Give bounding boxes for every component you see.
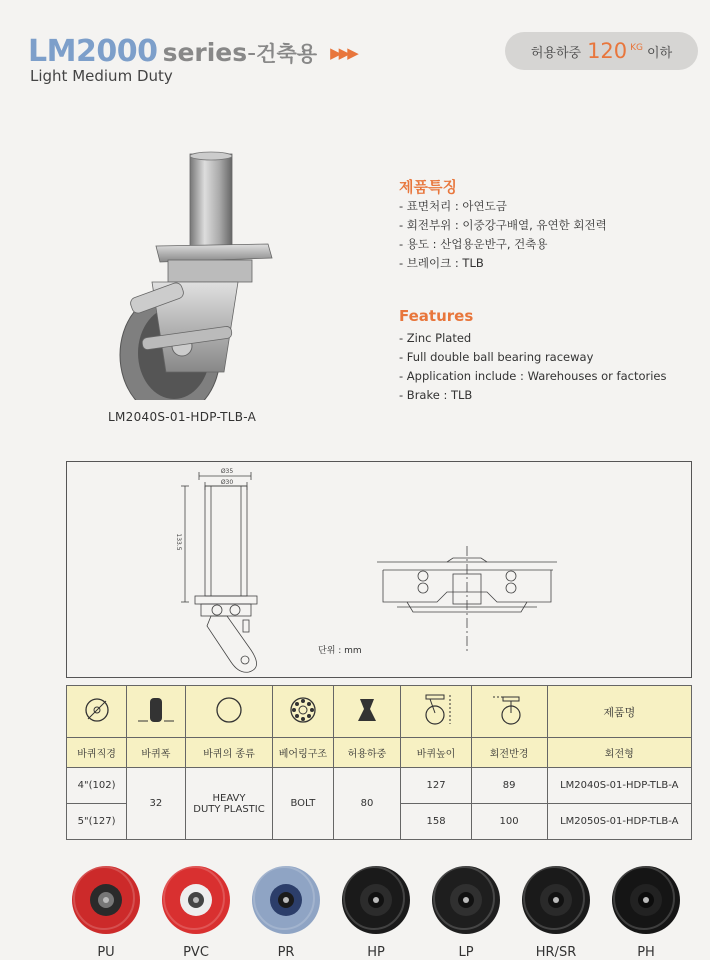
header-bearing: 베어링구조 <box>273 738 333 768</box>
unit-label: 단위 : mm <box>318 646 362 656</box>
wheel-type-item <box>518 860 598 960</box>
header-diameter: 바퀴직경 <box>67 738 127 768</box>
diameter-cell: 4"(102) <box>67 768 127 804</box>
header-width: 바퀴폭 <box>127 738 186 768</box>
wheel-type-label: PR <box>277 945 295 960</box>
rotation-type-header: 회전형 <box>547 738 691 768</box>
list-item: - Zinc Plated <box>399 331 472 345</box>
radius-cell: 100 <box>471 804 547 840</box>
height-cell: 158 <box>401 804 471 840</box>
icon-cell <box>127 686 186 738</box>
wheel-type-cell <box>185 768 273 840</box>
bearing-cell: BOLT <box>273 768 333 840</box>
load-badge <box>505 32 698 70</box>
list-item: - 회전부위 : 이중강구배열, 유연한 회전력 <box>399 218 607 232</box>
load-prefix: 허용하중 <box>530 45 582 61</box>
page-title <box>28 34 356 69</box>
wheel-type-label: HR/SR <box>535 945 577 960</box>
caster-photo <box>112 150 292 400</box>
list-item: - 브레이크 : TLB <box>399 256 484 270</box>
load-suffix: 이하 <box>647 45 673 61</box>
wheel-type-icon <box>214 695 244 725</box>
list-item: - 용도 : 산업용운반구, 건축용 <box>399 237 548 251</box>
wheel-types <box>68 860 698 960</box>
wheel-icon <box>248 860 328 938</box>
features-kr-list <box>399 197 607 273</box>
list-item: - 표면처리 : 아연도금 <box>399 199 507 213</box>
wheel-type-label: PVC <box>183 945 209 960</box>
technical-drawing <box>67 462 691 677</box>
wheel-icon <box>338 860 418 938</box>
list-item: - Full double ball bearing raceway <box>399 350 594 364</box>
spec-table <box>66 685 692 840</box>
radius-cell: 89 <box>471 768 547 804</box>
wheel-type-item <box>428 860 508 960</box>
technical-drawing-box <box>66 461 692 678</box>
title-separator: - <box>247 38 257 67</box>
dim-outer: Ø35 <box>220 468 234 475</box>
model-name: LM2000 <box>28 34 158 69</box>
header-radius: 회전반경 <box>471 738 547 768</box>
features-en-list <box>399 329 667 405</box>
load-value: 120 <box>587 39 628 63</box>
wheel-type-line: HEAVY <box>212 792 246 804</box>
arrow-icon: ▶▶▶ <box>330 44 356 62</box>
wheel-height-icon <box>416 693 456 727</box>
wheel-icon <box>518 860 598 938</box>
wheel-icon <box>428 860 508 938</box>
icon-cell <box>401 686 471 738</box>
icon-cell <box>185 686 273 738</box>
icon-cell <box>67 686 127 738</box>
wheel-icon <box>158 860 238 938</box>
wheel-type-item <box>608 860 688 960</box>
features-kr-heading: 제품특징 <box>399 178 457 196</box>
wheel-type-label: PU <box>97 945 115 960</box>
features-en-heading: Features <box>399 307 474 325</box>
swivel-radius-icon <box>489 693 529 727</box>
load-weight-icon <box>352 695 382 725</box>
model-cell: LM2040S-01-HDP-TLB-A <box>547 768 691 804</box>
table-row <box>67 768 692 804</box>
list-item: - Application include : Warehouses or factories <box>399 369 667 383</box>
wheel-type-item <box>338 860 418 960</box>
product-caption: LM2040S-01-HDP-TLB-A <box>108 410 257 424</box>
icon-cell <box>333 686 401 738</box>
wheel-type-label: HP <box>367 945 385 960</box>
icon-cell <box>273 686 333 738</box>
load-unit: KG <box>630 43 644 53</box>
dim-inner: Ø30 <box>220 479 234 486</box>
wheel-icon <box>608 860 688 938</box>
wheel-diameter-icon <box>82 695 112 725</box>
wheel-icon <box>68 860 148 938</box>
wheel-type-item <box>158 860 238 960</box>
subtitle: Light Medium Duty <box>30 67 173 85</box>
wheel-width-icon <box>136 695 176 725</box>
wheel-type-label: LP <box>458 945 474 960</box>
bearing-icon <box>288 695 318 725</box>
load-cell: 80 <box>333 768 401 840</box>
header-load: 허용하중 <box>333 738 401 768</box>
dim-height: 133.5 <box>175 533 182 551</box>
width-cell: 32 <box>127 768 186 840</box>
product-name-header: 제품명 <box>547 686 691 738</box>
diameter-cell: 5"(127) <box>67 804 127 840</box>
header-height: 바퀴높이 <box>401 738 471 768</box>
wheel-type-item <box>68 860 148 960</box>
list-item: - Brake : TLB <box>399 388 473 402</box>
wheel-type-item <box>248 860 328 960</box>
series-label: series <box>162 38 248 67</box>
height-cell: 127 <box>401 768 471 804</box>
icon-cell <box>471 686 547 738</box>
usage-label: 건축용 <box>256 42 318 66</box>
wheel-type-label: PH <box>637 945 655 960</box>
model-cell: LM2050S-01-HDP-TLB-A <box>547 804 691 840</box>
header-wheel-type: 바퀴의 종류 <box>185 738 273 768</box>
wheel-type-line: DUTY PLASTIC <box>193 803 265 815</box>
